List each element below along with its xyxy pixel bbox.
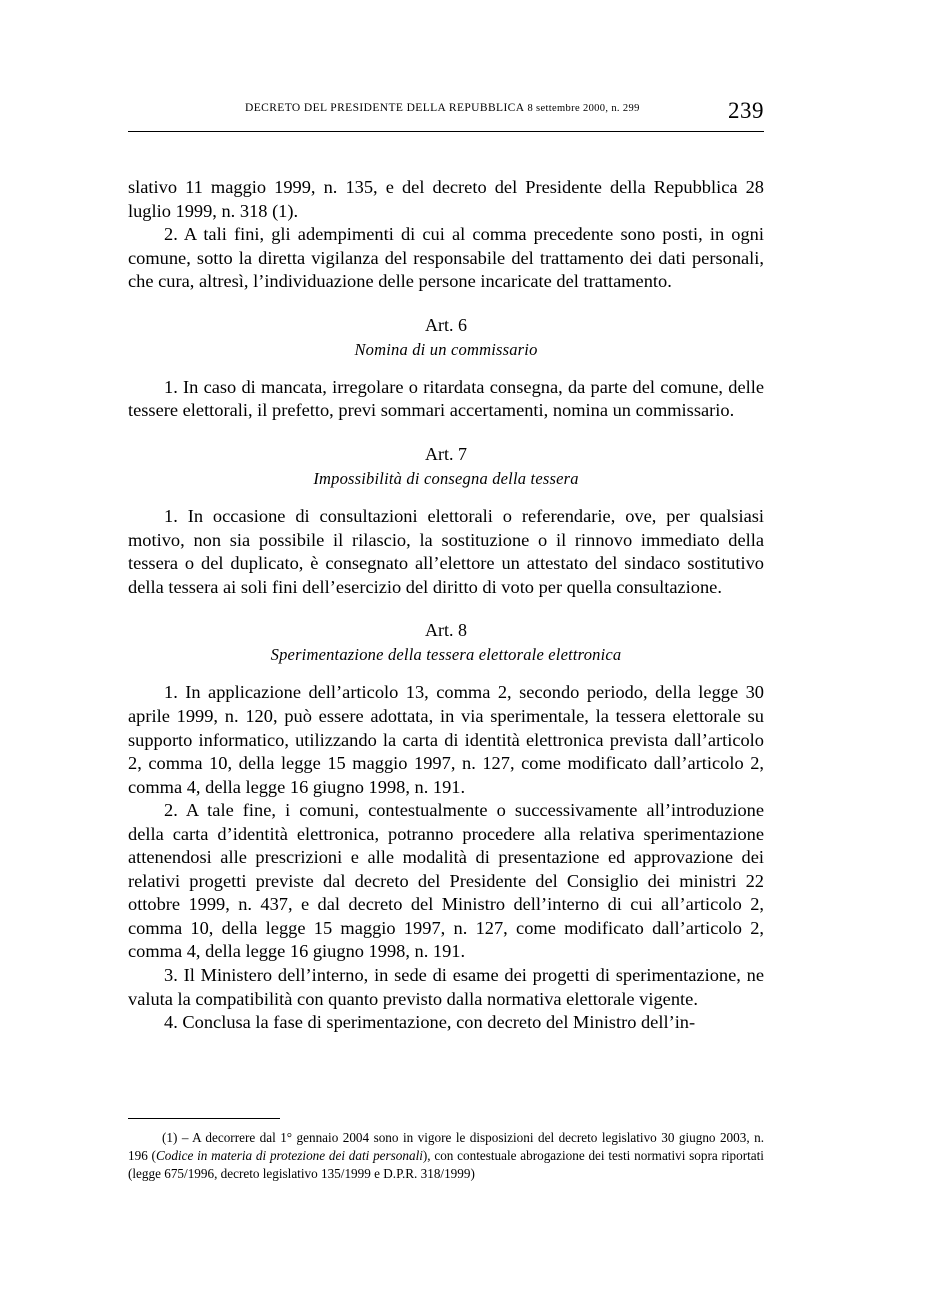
running-head-title: DECRETO DEL PRESIDENTE DELLA REPUBBLICA: [245, 102, 525, 114]
article-rubric-8: Sperimentazione della tessera elettorale elettronica: [270, 645, 622, 665]
footnote-area: [128, 1118, 764, 1184]
footnote-part-1: (1) – A decorrere dal 1° gennaio 2004 sono in vigore le disposizioni del decreto legislativo 30 giugno 2003, n. 196 (: [128, 1130, 764, 1164]
footnote-rule: [128, 1118, 280, 1119]
body-text: [128, 132, 764, 1035]
article-heading-8: Art. 8: [425, 620, 467, 641]
footnote-paragraph: [128, 1129, 764, 1184]
article-heading-6: Art. 6: [425, 314, 467, 335]
continuation-paragraph: slativo 11 maggio 1999, n. 135, e del decreto del Presidente della Repubblica 28 luglio 1999, n. 318 (1).: [128, 177, 764, 221]
footnote-part-2: ), con contestuale abrogazione dei testi normativi sopra riportati (legge 675/1996, decreto legislativo 135/1999 e D.P.R. 318/1999): [128, 1148, 764, 1182]
article-8-paragraph-1: 1. In applicazione dell’articolo 13, comma 2, secondo periodo, della legge 30 aprile 1999, n. 120, può essere adottata, in via sperimentale, la tessera elettorale su supporto informatico, utilizzando la carta di identità elettronica prevista dall’articolo 2, comma 10, della legge 15 maggio 1997, n. 127, come modificato dall’articolo 2, comma 4, della legge 16 giugno 1998, n. 191.: [128, 682, 764, 797]
running-head-reference: 8 settembre 2000, n. 299: [527, 103, 640, 114]
page-number: 239: [728, 98, 764, 123]
article-8-paragraph-2: 2. A tale fine, i comuni, contestualmente o successivamente all’introduzione della carta d’identità elettronica, potranno procedere alla relativa sperimentazione attenendosi alle prescrizioni e alle modalità di presentazione ed approvazione dei relativi progetti previste dal decreto del Presidente del Consiglio dei ministri 22 ottobre 1999, n. 437, e dal decreto del Ministro dell’interno di cui all’articolo 2, comma 10, della legge 15 maggio 1997, n. 127, come modificato dall’articolo 2, comma 4, della legge 16 giugno 1998, n. 191.: [128, 800, 764, 962]
header-rule: [128, 131, 764, 132]
article-rubric-6: Nomina di un commissario: [354, 339, 538, 359]
article-8-paragraph-4: 4. Conclusa la fase di sperimentazione, con decreto del Ministro dell’in-: [164, 1012, 696, 1033]
page-content: [128, 98, 764, 1035]
article-6-paragraph-1: 1. In caso di mancata, irregolare o ritardata consegna, da parte del comune, delle tessere elettorali, il prefetto, previ sommari accertamenti, nomina un commissario.: [128, 376, 764, 421]
article-heading-7: Art. 7: [425, 443, 467, 464]
running-head: [245, 102, 640, 114]
article-rubric-7: Impossibilità di consegna della tessera: [313, 469, 579, 488]
paragraph-art5-2: 2. A tali fini, gli adempimenti di cui al comma precedente sono posti, in ogni comune, sotto la diretta vigilanza del responsabile del trattamento dei dati personali, che cura, altresì, l’individuazione delle persone incaricate del trattamento.: [128, 224, 764, 292]
article-8-paragraph-3: 3. Il Ministero dell’interno, in sede di esame dei progetti di sperimentazione, ne valuta la compatibilità con quanto previsto dalla normativa elettorale vigente.: [128, 965, 764, 1009]
footnote-italic-title: Codice in materia di protezione dei dati personali: [155, 1148, 423, 1164]
page-header: [128, 98, 764, 132]
footnote-text: [128, 1129, 764, 1184]
article-7-paragraph-1: 1. In occasione di consultazioni elettorali o referendarie, ove, per qualsiasi motivo, non sia possibile il rilascio, la sostituzione o il rinnovo immediato della tessera o del duplicato, è consegnato all’elettore un attestato del sindaco sostitutivo della tessera ai soli fini dell’esercizio del diritto di voto per quella consultazione.: [128, 506, 764, 597]
